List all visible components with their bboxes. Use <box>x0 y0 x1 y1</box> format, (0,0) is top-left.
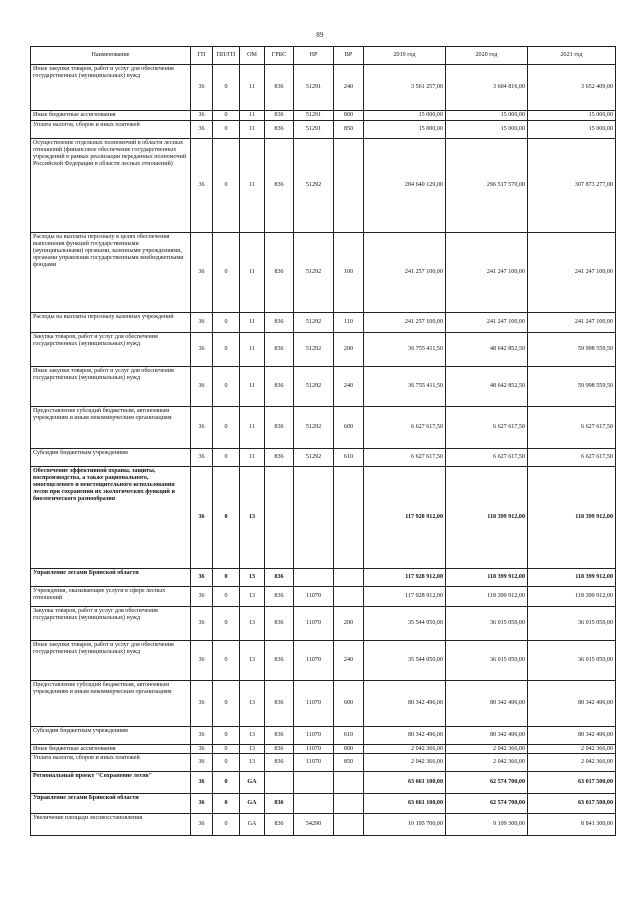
cell-pp: 0 <box>213 233 240 313</box>
cell-grbs: 836 <box>265 794 294 814</box>
cell-2020: 62 574 700,00 <box>446 794 528 814</box>
cell-2021: 2 042 366,00 <box>528 754 616 772</box>
cell-vr: 200 <box>334 607 364 641</box>
cell-np: 51292 <box>294 313 334 333</box>
cell-om: GA <box>240 794 265 814</box>
cell-2021: 36 015 050,00 <box>528 641 616 681</box>
cell-np: 11070 <box>294 727 334 745</box>
cell-vr: 610 <box>334 727 364 745</box>
page-number: 89 <box>316 31 324 39</box>
cell-vr: 800 <box>334 111 364 121</box>
cell-vr: 240 <box>334 641 364 681</box>
cell-vr: 800 <box>334 745 364 754</box>
cell-2019: 36 755 411,50 <box>364 333 446 367</box>
cell-2019: 241 257 100,00 <box>364 233 446 313</box>
cell-om: 11 <box>240 407 265 449</box>
cell-2021: 118 399 912,00 <box>528 587 616 607</box>
cell-pp: 0 <box>213 814 240 836</box>
cell-gp: 36 <box>191 727 213 745</box>
cell-om: 11 <box>240 367 265 407</box>
cell-gp: 36 <box>191 313 213 333</box>
header-grbs: ГРБС <box>265 47 294 65</box>
cell-gp: 36 <box>191 233 213 313</box>
cell-2019: 117 928 912,00 <box>364 587 446 607</box>
cell-name: Обеспечение эффективной охраны, защиты, воспроизводства, а также рационального, многоцелевого и неистощительного использования лесов при сохранении их экологических функций и биологического разнообразия <box>31 467 191 569</box>
cell-np <box>294 467 334 569</box>
cell-vr: 850 <box>334 754 364 772</box>
cell-name: Закупка товаров, работ и услуг для обеспечения государственных (муниципальных) нужд <box>31 333 191 367</box>
cell-2020: 2 042 366,00 <box>446 754 528 772</box>
cell-om: GA <box>240 772 265 794</box>
cell-2019: 241 257 100,00 <box>364 313 446 333</box>
cell-2020: 3 604 816,00 <box>446 65 528 111</box>
cell-np: 11070 <box>294 587 334 607</box>
cell-np: 51292 <box>294 367 334 407</box>
cell-om: 11 <box>240 449 265 467</box>
cell-name: Управление лесами Брянской области <box>31 569 191 587</box>
cell-2020: 48 642 852,50 <box>446 333 528 367</box>
cell-name: Региональный проект "Сохранение лесов" <box>31 772 191 794</box>
cell-vr: 100 <box>334 233 364 313</box>
cell-2019: 35 544 050,00 <box>364 641 446 681</box>
cell-2019: 15 000,00 <box>364 121 446 139</box>
cell-2020: 6 627 617,50 <box>446 407 528 449</box>
cell-2020: 48 642 852,50 <box>446 367 528 407</box>
cell-2021: 6 627 617,50 <box>528 407 616 449</box>
cell-name: Расходы на выплаты персоналу казенных учреждений <box>31 313 191 333</box>
cell-pp: 0 <box>213 313 240 333</box>
cell-2021: 8 841 300,00 <box>528 814 616 836</box>
cell-grbs: 836 <box>265 727 294 745</box>
cell-name: Уплата налогов, сборов и иных платежей <box>31 754 191 772</box>
cell-2020: 118 399 912,00 <box>446 467 528 569</box>
cell-vr: 240 <box>334 65 364 111</box>
cell-name: Закупка товаров, работ и услуг для обеспечения государственных (муниципальных) нужд <box>31 607 191 641</box>
cell-om: 11 <box>240 111 265 121</box>
cell-pp: 0 <box>213 111 240 121</box>
cell-vr: 240 <box>334 367 364 407</box>
cell-pp: 0 <box>213 467 240 569</box>
cell-grbs: 836 <box>265 745 294 754</box>
cell-om: 11 <box>240 233 265 313</box>
cell-2019: 6 627 617,50 <box>364 407 446 449</box>
cell-om: GA <box>240 814 265 836</box>
cell-om: 11 <box>240 139 265 233</box>
cell-name: Осуществление отдельных полномочий в области лесных отношений (финансовое обеспечение государственных учреждений в рамках реализации переданных полномочий Российской Федерации в области лесных отношений) <box>31 139 191 233</box>
cell-grbs <box>265 467 294 569</box>
cell-2021: 2 042 366,00 <box>528 745 616 754</box>
cell-2020: 296 517 570,00 <box>446 139 528 233</box>
table-row <box>31 449 616 467</box>
cell-np: 51292 <box>294 333 334 367</box>
cell-2020: 6 627 617,50 <box>446 449 528 467</box>
header-pp: ПП/ГП <box>213 47 240 65</box>
cell-vr <box>334 814 364 836</box>
cell-om: 13 <box>240 681 265 727</box>
cell-name: Субсидии бюджетным учреждениям <box>31 449 191 467</box>
header-gp: ГП <box>191 47 213 65</box>
cell-gp: 36 <box>191 333 213 367</box>
cell-pp: 0 <box>213 587 240 607</box>
cell-om: 13 <box>240 607 265 641</box>
cell-np: 11070 <box>294 641 334 681</box>
cell-2019: 63 661 100,00 <box>364 794 446 814</box>
cell-pp: 0 <box>213 367 240 407</box>
cell-grbs: 836 <box>265 367 294 407</box>
cell-np <box>294 569 334 587</box>
cell-pp: 0 <box>213 727 240 745</box>
table-row <box>31 772 616 794</box>
cell-gp: 36 <box>191 121 213 139</box>
cell-grbs: 836 <box>265 139 294 233</box>
table-row <box>31 569 616 587</box>
cell-grbs: 836 <box>265 569 294 587</box>
cell-pp: 0 <box>213 139 240 233</box>
cell-pp: 0 <box>213 569 240 587</box>
cell-vr <box>334 772 364 794</box>
cell-gp: 36 <box>191 681 213 727</box>
cell-gp: 36 <box>191 641 213 681</box>
table-row <box>31 745 616 754</box>
cell-2021: 63 017 500,00 <box>528 772 616 794</box>
cell-pp: 0 <box>213 754 240 772</box>
table-row <box>31 333 616 367</box>
cell-2019: 80 342 496,00 <box>364 727 446 745</box>
cell-om: 11 <box>240 333 265 367</box>
cell-name: Иные бюджетные ассигнования <box>31 745 191 754</box>
cell-2021: 241 247 100,00 <box>528 313 616 333</box>
cell-name: Увеличение площади лесовосстановления <box>31 814 191 836</box>
table-row <box>31 407 616 449</box>
table-row <box>31 467 616 569</box>
cell-2021: 80 342 496,00 <box>528 727 616 745</box>
cell-2019: 35 544 050,00 <box>364 607 446 641</box>
cell-2020: 15 000,00 <box>446 111 528 121</box>
cell-grbs: 836 <box>265 641 294 681</box>
cell-np: 54290 <box>294 814 334 836</box>
cell-np: 11070 <box>294 754 334 772</box>
cell-np: 51292 <box>294 233 334 313</box>
cell-gp: 36 <box>191 794 213 814</box>
cell-pp: 0 <box>213 121 240 139</box>
cell-gp: 36 <box>191 745 213 754</box>
cell-2020: 9 109 300,00 <box>446 814 528 836</box>
cell-grbs: 836 <box>265 111 294 121</box>
cell-gp: 36 <box>191 814 213 836</box>
cell-pp: 0 <box>213 745 240 754</box>
cell-gp: 36 <box>191 754 213 772</box>
cell-2019: 6 627 617,50 <box>364 449 446 467</box>
cell-om: 13 <box>240 745 265 754</box>
cell-name: Предоставление субсидий бюджетным, автономным учреждениям и иным некоммерческим организациям <box>31 407 191 449</box>
cell-2020: 80 342 496,00 <box>446 727 528 745</box>
cell-2021: 118 399 912,00 <box>528 467 616 569</box>
cell-2020: 241 247 100,00 <box>446 233 528 313</box>
cell-2020: 36 015 050,00 <box>446 607 528 641</box>
header-vr: ВР <box>334 47 364 65</box>
cell-grbs: 836 <box>265 407 294 449</box>
cell-vr <box>334 139 364 233</box>
table-row <box>31 754 616 772</box>
table-row <box>31 121 616 139</box>
cell-pp: 0 <box>213 333 240 367</box>
budget-table-container <box>30 46 615 836</box>
cell-2019: 284 640 129,00 <box>364 139 446 233</box>
cell-2019: 15 000,00 <box>364 111 446 121</box>
cell-np <box>294 772 334 794</box>
cell-pp: 0 <box>213 794 240 814</box>
cell-2021: 15 000,00 <box>528 111 616 121</box>
cell-2021: 80 342 496,00 <box>528 681 616 727</box>
cell-vr: 850 <box>334 121 364 139</box>
cell-2020: 241 247 100,00 <box>446 313 528 333</box>
cell-pp: 0 <box>213 449 240 467</box>
cell-vr: 600 <box>334 681 364 727</box>
cell-name: Учреждения, оказывающие услуги в сфере лесных отношений <box>31 587 191 607</box>
table-row <box>31 814 616 836</box>
cell-2019: 10 195 700,00 <box>364 814 446 836</box>
cell-2021: 36 015 050,00 <box>528 607 616 641</box>
header-2019: 2019 год <box>364 47 446 65</box>
cell-2020: 80 342 496,00 <box>446 681 528 727</box>
cell-2019: 36 755 411,50 <box>364 367 446 407</box>
cell-name: Иные бюджетные ассигнования <box>31 111 191 121</box>
cell-name: Иные закупки товаров, работ и услуг для обеспечения государственных (муниципальных) нужд <box>31 65 191 111</box>
cell-2019: 2 042 366,00 <box>364 754 446 772</box>
cell-np: 51291 <box>294 65 334 111</box>
cell-pp: 0 <box>213 65 240 111</box>
cell-gp: 36 <box>191 111 213 121</box>
cell-grbs: 836 <box>265 233 294 313</box>
table-row <box>31 65 616 111</box>
cell-2021: 118 399 912,00 <box>528 569 616 587</box>
cell-grbs: 836 <box>265 121 294 139</box>
cell-pp: 0 <box>213 607 240 641</box>
cell-2021: 59 998 559,50 <box>528 367 616 407</box>
cell-om: 13 <box>240 641 265 681</box>
cell-2021: 3 652 409,00 <box>528 65 616 111</box>
cell-grbs: 836 <box>265 587 294 607</box>
cell-2020: 118 399 912,00 <box>446 569 528 587</box>
cell-np: 11070 <box>294 681 334 727</box>
cell-np: 11070 <box>294 745 334 754</box>
cell-2020: 118 399 912,00 <box>446 587 528 607</box>
cell-gp: 36 <box>191 772 213 794</box>
cell-name: Предоставление субсидий бюджетным, автономным учреждениям и иным некоммерческим организациям <box>31 681 191 727</box>
cell-vr: 600 <box>334 407 364 449</box>
table-body <box>31 65 616 836</box>
header-2021: 2021 год <box>528 47 616 65</box>
cell-np: 51292 <box>294 449 334 467</box>
cell-gp: 36 <box>191 569 213 587</box>
cell-om: 13 <box>240 754 265 772</box>
table-header-row <box>31 47 616 65</box>
table-row <box>31 139 616 233</box>
cell-2021: 63 017 500,00 <box>528 794 616 814</box>
cell-2019: 117 928 912,00 <box>364 467 446 569</box>
cell-om: 13 <box>240 467 265 569</box>
cell-grbs: 836 <box>265 814 294 836</box>
cell-gp: 36 <box>191 407 213 449</box>
cell-om: 11 <box>240 121 265 139</box>
cell-grbs: 836 <box>265 754 294 772</box>
cell-2020: 2 042 366,00 <box>446 745 528 754</box>
table-row <box>31 233 616 313</box>
cell-2021: 6 627 617,50 <box>528 449 616 467</box>
table-row <box>31 641 616 681</box>
cell-2019: 80 342 496,00 <box>364 681 446 727</box>
cell-om: 13 <box>240 569 265 587</box>
cell-name: Уплата налогов, сборов и иных платежей <box>31 121 191 139</box>
cell-pp: 0 <box>213 407 240 449</box>
cell-2020: 62 574 700,00 <box>446 772 528 794</box>
cell-grbs: 836 <box>265 607 294 641</box>
cell-2019: 117 928 912,00 <box>364 569 446 587</box>
cell-np: 51292 <box>294 407 334 449</box>
cell-2019: 63 661 100,00 <box>364 772 446 794</box>
cell-vr: 200 <box>334 333 364 367</box>
table-row <box>31 607 616 641</box>
cell-gp: 36 <box>191 367 213 407</box>
cell-vr <box>334 587 364 607</box>
cell-om: 13 <box>240 587 265 607</box>
cell-2021: 241 247 100,00 <box>528 233 616 313</box>
header-name: Наименование <box>31 47 191 65</box>
cell-np <box>294 794 334 814</box>
budget-table <box>30 46 616 836</box>
cell-grbs: 836 <box>265 681 294 727</box>
table-row <box>31 367 616 407</box>
cell-gp: 36 <box>191 467 213 569</box>
cell-np: 11070 <box>294 607 334 641</box>
cell-pp: 0 <box>213 641 240 681</box>
cell-om: 11 <box>240 313 265 333</box>
cell-pp: 0 <box>213 772 240 794</box>
cell-grbs: 836 <box>265 65 294 111</box>
cell-2021: 59 998 559,50 <box>528 333 616 367</box>
cell-name: Иные закупки товаров, работ и услуг для обеспечения государственных (муниципальных) нужд <box>31 641 191 681</box>
cell-name: Иные закупки товаров, работ и услуг для обеспечения государственных (муниципальных) нужд <box>31 367 191 407</box>
cell-np: 51291 <box>294 111 334 121</box>
cell-name: Управление лесами Брянской области <box>31 794 191 814</box>
cell-pp: 0 <box>213 681 240 727</box>
cell-2020: 15 000,00 <box>446 121 528 139</box>
cell-name: Субсидии бюджетным учреждениям <box>31 727 191 745</box>
table-row <box>31 313 616 333</box>
cell-2021: 307 873 277,00 <box>528 139 616 233</box>
cell-2019: 3 561 257,00 <box>364 65 446 111</box>
cell-2020: 36 015 050,00 <box>446 641 528 681</box>
cell-vr <box>334 467 364 569</box>
cell-grbs <box>265 772 294 794</box>
cell-vr: 610 <box>334 449 364 467</box>
cell-np: 51292 <box>294 139 334 233</box>
table-row <box>31 111 616 121</box>
table-row <box>31 794 616 814</box>
cell-name: Расходы на выплаты персоналу в целях обеспечения выполнения функций государственными (муниципальными) органами, казенными учреждениями, органами управления государственными внебюджетными фондами <box>31 233 191 313</box>
header-om: ОМ <box>240 47 265 65</box>
cell-gp: 36 <box>191 65 213 111</box>
cell-2021: 15 000,00 <box>528 121 616 139</box>
cell-gp: 36 <box>191 587 213 607</box>
cell-grbs: 836 <box>265 313 294 333</box>
cell-grbs: 836 <box>265 333 294 367</box>
cell-gp: 36 <box>191 139 213 233</box>
table-row <box>31 587 616 607</box>
header-np: НР <box>294 47 334 65</box>
cell-np: 51291 <box>294 121 334 139</box>
table-row <box>31 727 616 745</box>
cell-gp: 36 <box>191 607 213 641</box>
cell-2019: 2 042 366,00 <box>364 745 446 754</box>
cell-om: 11 <box>240 65 265 111</box>
cell-om: 13 <box>240 727 265 745</box>
cell-gp: 36 <box>191 449 213 467</box>
table-row <box>31 681 616 727</box>
cell-grbs: 836 <box>265 449 294 467</box>
cell-vr <box>334 569 364 587</box>
cell-vr <box>334 794 364 814</box>
header-2020: 2020 год <box>446 47 528 65</box>
cell-vr: 110 <box>334 313 364 333</box>
